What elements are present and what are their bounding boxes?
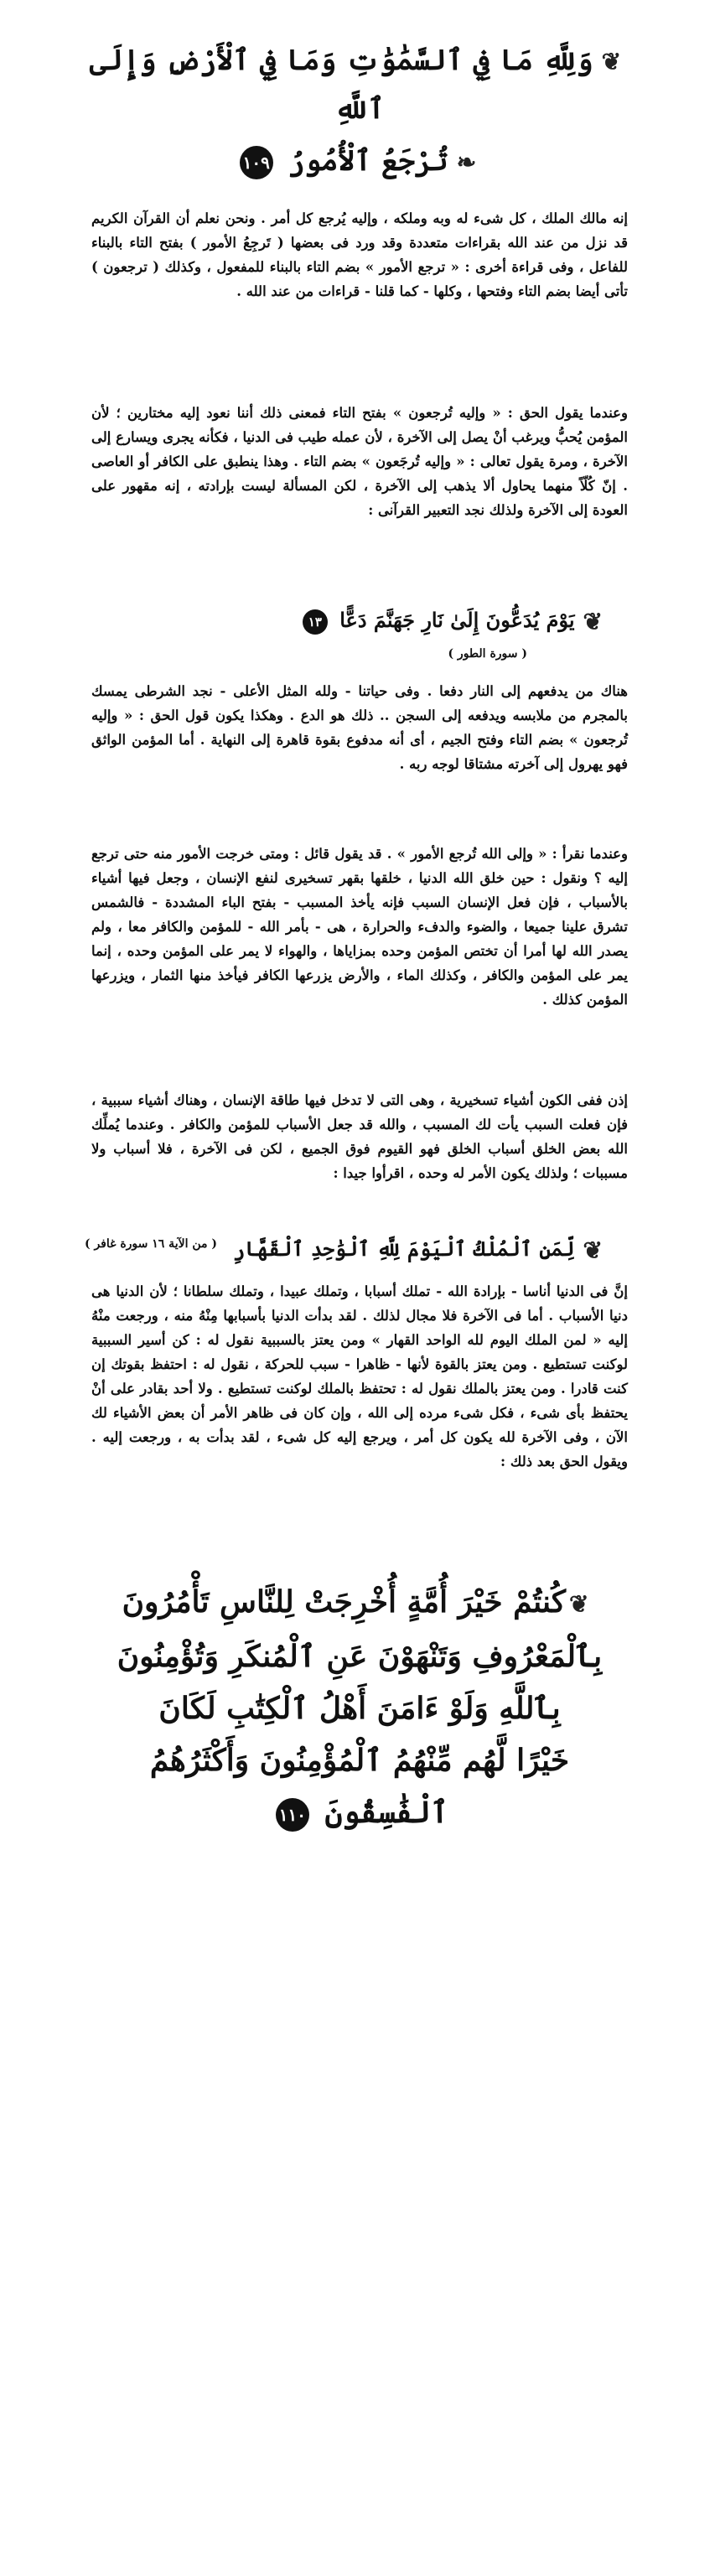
- closing-verse: [83, 1576, 636, 1838]
- ornament-icon: ❧: [456, 148, 477, 176]
- verse-number-badge: ١٣: [303, 609, 328, 635]
- header-verse-line1: وَلِلَّهِ مَا فِي ٱلسَّمَٰوَٰتِ وَمَا فِي ٱلْأَرْضِ وَإِلَى ٱللَّهِ: [89, 44, 593, 126]
- closing-verse-line: كُنتُمْ خَيْرَ أُمَّةٍ أُخْرِجَتْ لِلنَّاسِ تَأْمُرُونَ: [122, 1584, 566, 1620]
- header-verse: [75, 37, 645, 186]
- paragraph-4: وعندما نقرأ : « وإلى الله تُرجع الأمور » . قد يقول قائل : ومتى خرجت الأمور منه حتى ترجع إليه ؟ ونقول : حين خلق الله الدنيا ، خلقها بقهر تسخيرى لنفع الإنسان ، وجعل فيها أشياء بالأسباب ، فإن فعل الإنسان السبب فإنه يأخذ المسبب - بفتح الباء المشددة - فالشمس تشرق علينا جميعا ، والضوء والدفء والحرارة ، هى - بأمر الله - للمؤمن والكافر معا ، ولم يصدر الله لها أمرا أن تختص المؤمن وحده بمزاياها ، والهواء لا يمر على المؤمن وحده ، إنما يمر على المؤمن والكافر ، وكذلك الماء ، والأرض يزرعها الكافر فيأخذ منها الثمار ، ويزرعها المؤمن كذلك .: [91, 846, 628, 1008]
- closing-verse-line: خَيْرًا لَّهُم مِّنْهُمُ ٱلْمُؤْمِنُونَ وَأَكْثَرُهُمُ: [149, 1743, 570, 1778]
- closing-verse-line: بِٱلْمَعْرُوفِ وَتَنْهَوْنَ عَنِ ٱلْمُنكَرِ وَتُؤْمِنُونَ: [117, 1639, 603, 1674]
- verse-ghafir-text: لِّمَنِ ٱلْمُلْكُ ٱلْيَوْمَ لِلَّهِ ٱلْوَٰحِدِ ٱلْقَهَّارِ: [233, 1236, 575, 1261]
- verse-number-badge: ١١٠: [276, 1798, 309, 1832]
- ornament-icon: ❦: [583, 1236, 603, 1264]
- paragraph-5: إذن ففى الكون أشياء تسخيرية ، وهى التى لا تدخل فيها طاقة الإنسان ، وهناك أشياء سببية ، فإن فعلت السبب يأت لك المسبب ، والله قد جعل الأسباب للمؤمن والكافر . وعندما يُملِّك الله بعض الخلق أسباب الخلق فهو القيوم فوق الجميع ، لكن فى الآخرة ، فلا أسباب ولا مسببات ؛ ولذلك يكون الأمر له وحده ، اقرأوا جيدا :: [91, 1092, 628, 1181]
- paragraph-3: هناك من يدفعهم إلى النار دفعا . وفى حياتنا - ولله المثل الأعلى - نجد الشرطى يمسك بالمجرم من ملابسه ويدفعه إلى السجن .. ذلك هو الدع . وهكذا يكون قول الحق : « وإليه تُرجعون » بضم التاء وفتح الجيم ، أى أنه مدفوع بقوة قاهرة إلى النهاية . أما المؤمن الواثق فهو يهرول إلى آخرته مشتاقا لوجه ربه .: [91, 683, 628, 772]
- paragraph-2: وعندما يقول الحق : « وإليه تُرجعون » بفتح التاء فمعنى ذلك أننا نعود إليه مختارين ؛ لأن المؤمن يُحبُّ ويرغب أنْ يصل إلى الآخرة ، لأن عمله طيب فى الدنيا ، فكأنه يجرى ويسارع إلى الآخرة ، ومرة يقول تعالى : « وإليه تُرجَعون » بضم التاء . وهذا ينطبق على الكافر أو العاصى . إنّ كُلّاً منهما يحاول ألا يذهب إلى الآخرة ، لكن المسألة ليست بإرادته ، إنه مقهور على العودة إلى الآخرة ولذلك نجد التعبير القرآنى :: [91, 405, 628, 518]
- closing-verse-line: ٱلْفَٰسِقُونَ: [324, 1795, 449, 1830]
- closing-verse-line: بِٱللَّهِ وَلَوْ ءَامَنَ أَهْلُ ٱلْكِتَٰبِ لَكَانَ: [158, 1691, 561, 1726]
- verse-tur-text: يَوْمَ يُدَعُّونَ إِلَىٰ نَارِ جَهَنَّمَ دَعًّا: [339, 608, 575, 632]
- ornament-icon: ❦: [568, 1590, 589, 1618]
- verse-number-badge: ١٠٩: [240, 146, 273, 179]
- ornament-icon: ❦: [601, 48, 622, 75]
- paragraph-6: إنَّ فى الدنيا أناسا - بإرادة الله - تملك أسبابا ، وتملك عبيدا ، وتملك سلطانا ؛ لأن الدنيا هى دنيا الأسباب . أما فى الآخرة فلا مجال لذلك . لقد بدأت الدنيا بأسبابها مِنْهُ منه ، ورجعت منْهُ إليه « لمن الملك اليوم لله الواحد القهار » ومن يعتز بالسببية نقول له : كن أسير السببية لوكنت تستطيع . ومن يعتز بالقوة لأنها - ظاهرا - سبب للحركة ، نقول له : احتفظ بقوتك إن كنت قادرا . ومن يعتز بالملك نقول له : تحتفظ بالملك لوكنت تستطيع . ولا أحد بقادر على أنْ يحتفظ بأى شىء ، فكل شىء مرده إلى الله ، وإن كان فى ظاهر الأمر أن بعض الأشياء لك الآن ، وفى الآخرة لله يكون كل أمر ، ويرجع إليه كل شىء ، لقد بدأت به ، ورجعت إليه . ويقول الحق بعد ذلك :: [91, 1283, 628, 1469]
- verse-tur: [108, 604, 611, 639]
- verse-ghafir-source: ( من الآية ١٦ سورة غافر ): [84, 1237, 217, 1251]
- verse-tur-source: ( سورة الطور ): [448, 647, 527, 661]
- header-verse-line2: تُرْجَعُ ٱلْأُمُورُ: [287, 144, 448, 178]
- paragraph-1: إنه مالك الملك ، كل شىء له وبه وملكه ، وإليه يُرجع كل أمر . ونحن نعلم أن القرآن الكريم قد نزل من عند الله بقراءات متعددة وقد ورد فى بعضها ( تَرجِعُ الأمور ) بفتح التاء بالبناء للفاعل ، وفى قراءة أخرى : « ترجع الأمور » بضم التاء بالبناء للمفعول ، وكذلك ( ترجعون ) تأتى أيضا بضم التاء وفتحها ، وكلها - كما قلنا - قراءات من عند الله .: [91, 210, 628, 299]
- ornament-icon: ❦: [583, 607, 603, 635]
